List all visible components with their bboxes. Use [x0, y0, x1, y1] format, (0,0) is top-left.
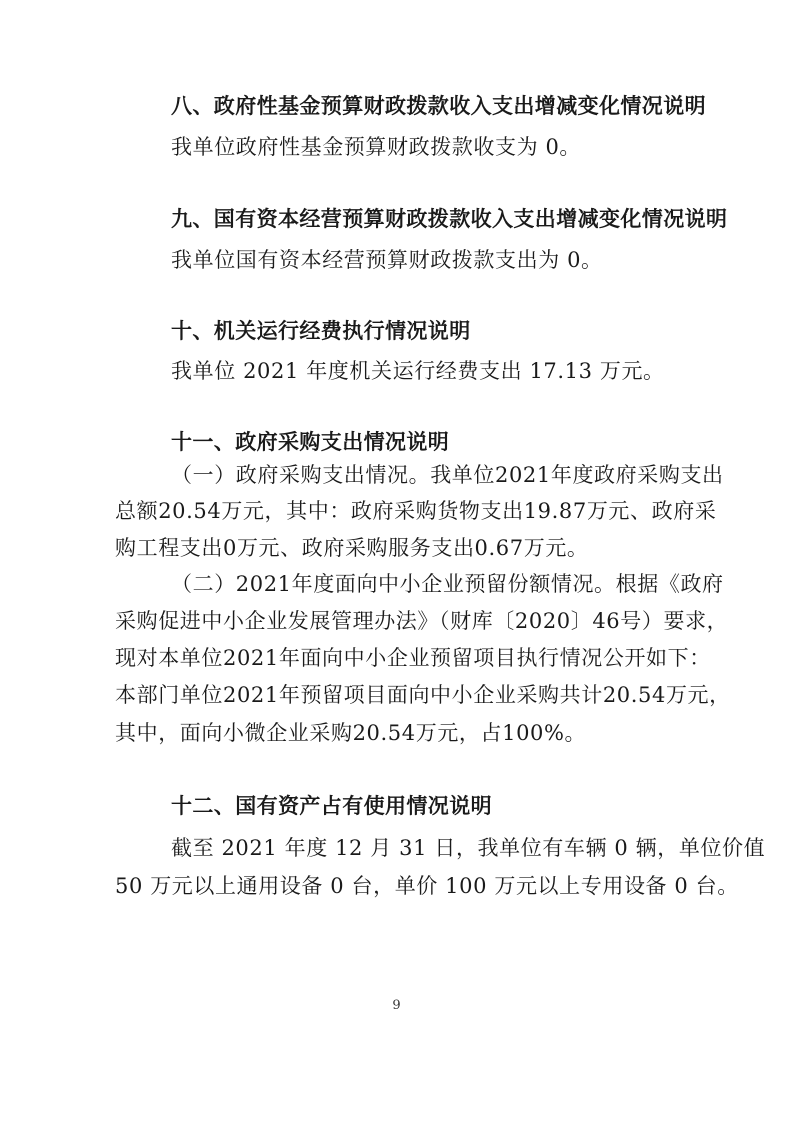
section-9-paragraph: 我单位国有资本经营预算财政拨款支出为 0。 [171, 248, 603, 272]
section-heading-10: 十、机关运行经费执行情况说明 [171, 319, 471, 343]
section-11-line-1: （一）政府采购支出情况。我单位2021年度政府采购支出 [171, 463, 724, 487]
section-11-line-8: 其中，面向小微企业采购20.54万元，占100%。 [115, 721, 587, 745]
section-11-line-7: 本部门单位2021年预留项目面向中小企业采购共计20.54万元， [115, 683, 731, 707]
section-heading-8: 八、政府性基金预算财政拨款收入支出增减变化情况说明 [171, 94, 706, 118]
section-11-line-3: 购工程支出0万元、政府采购服务支出0.67万元。 [115, 536, 589, 560]
section-heading-12: 十二、国有资产占有使用情况说明 [171, 794, 492, 818]
section-11-line-2: 总额20.54万元，其中：政府采购货物支出19.87万元、政府采 [115, 499, 717, 523]
section-8-paragraph: 我单位政府性基金预算财政拨款收支为 0。 [171, 135, 582, 159]
section-12-line-1: 截至 2021 年度 12 月 31 日，我单位有车辆 0 辆，单位价值 [171, 836, 766, 860]
section-heading-11: 十一、政府采购支出情况说明 [171, 430, 450, 454]
section-10-paragraph: 我单位 2021 年度机关运行经费支出 17.13 万元。 [171, 359, 665, 383]
page-number: 9 [392, 998, 401, 1013]
section-11-line-6: 现对本单位2021年面向中小企业预留项目执行情况公开如下： [115, 646, 711, 670]
section-11-line-5: 采购促进中小企业发展管理办法》（财库〔2020〕46号）要求， [115, 609, 729, 633]
section-heading-9: 九、国有资本经营预算财政拨款收入支出增减变化情况说明 [171, 207, 728, 231]
section-12-line-2: 50 万元以上通用设备 0 台，单价 100 万元以上专用设备 0 台。 [115, 874, 739, 898]
section-11-line-4: （二）2021年度面向中小企业预留份额情况。根据《政府 [171, 572, 724, 596]
